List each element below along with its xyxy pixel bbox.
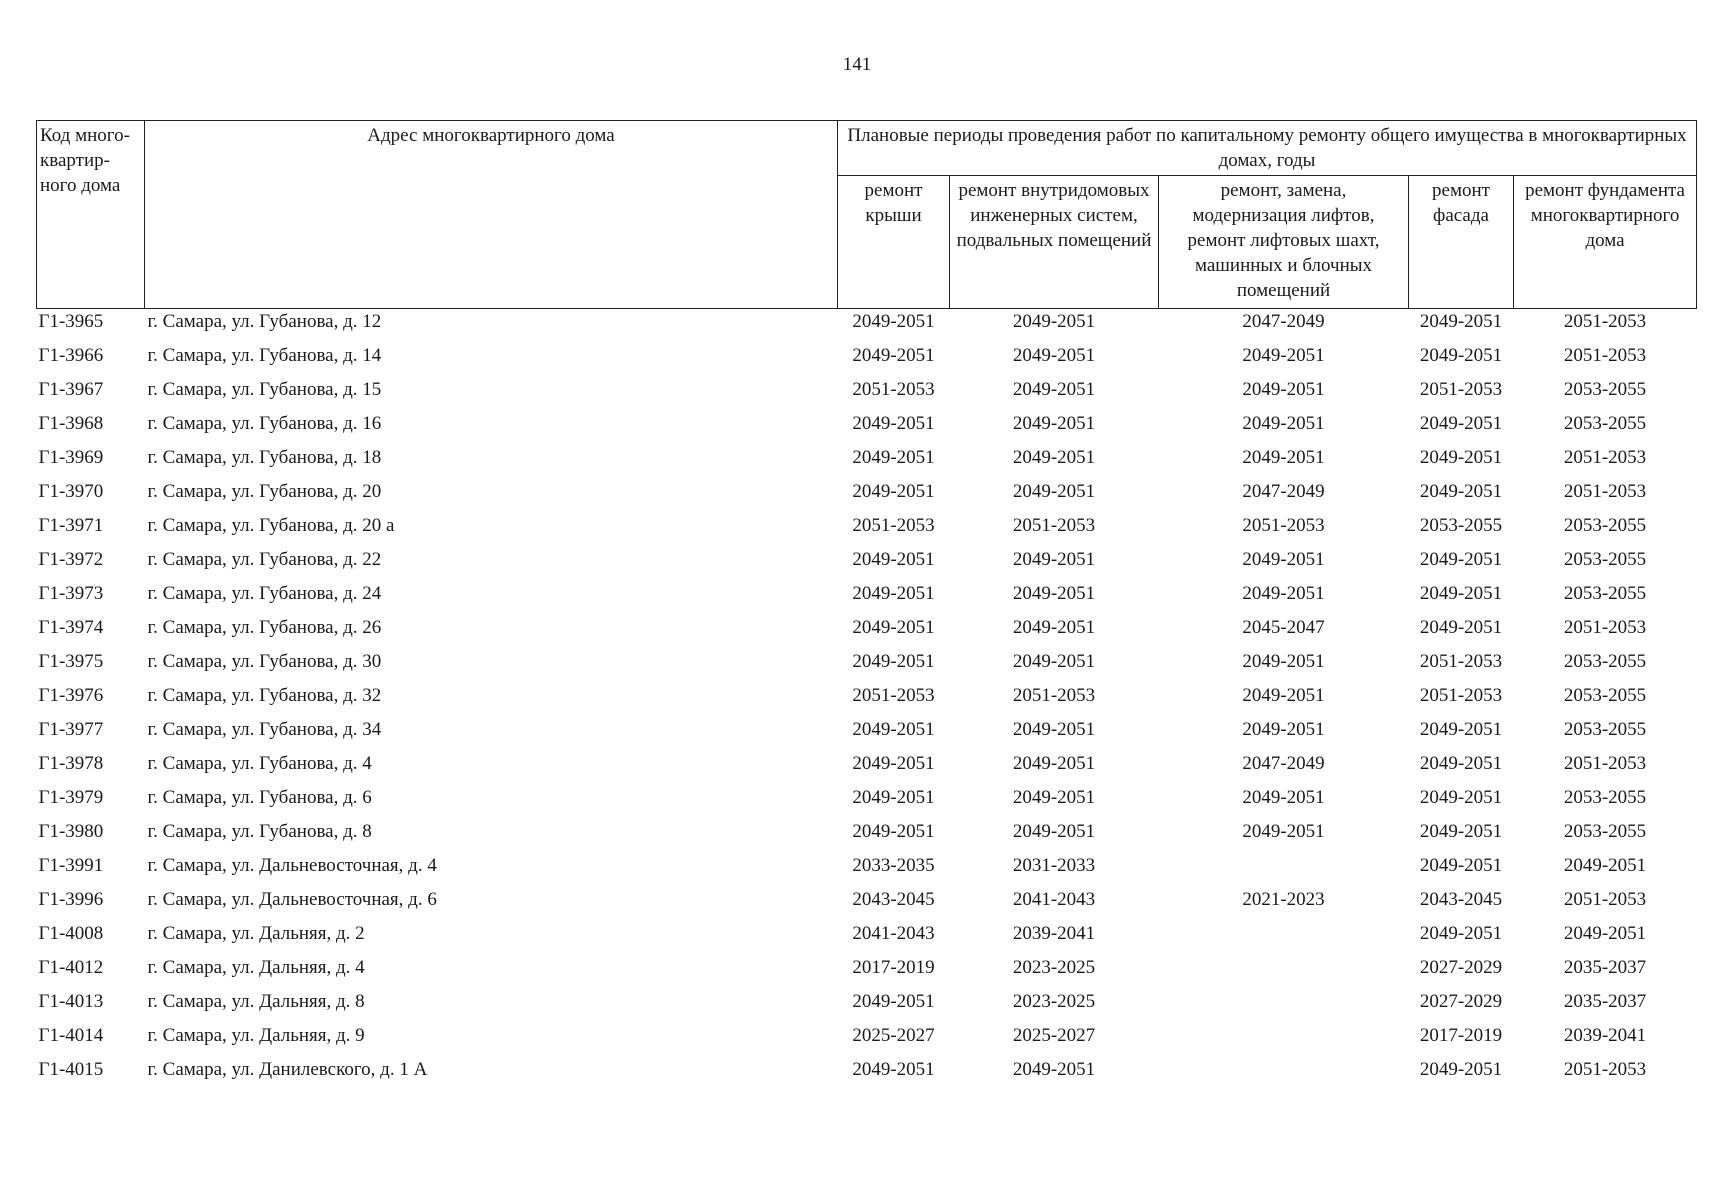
row-roof-period: 2049-2051: [852, 1059, 935, 1080]
row-engineering-period: 2049-2051: [1012, 821, 1096, 842]
row-code: Г1-4013: [38, 991, 104, 1012]
row-code: Г1-4008: [38, 923, 104, 944]
row-lifts-period: [1159, 853, 1409, 887]
row-facade-period: 2027-2029: [1419, 957, 1503, 978]
row-engineering-period: 2025-2027: [1012, 1025, 1096, 1046]
row-code: Г1-4015: [38, 1059, 104, 1080]
row-code: Г1-3991: [38, 855, 104, 876]
row-address: г. Самара, ул. Данилевского, д. 1 А: [147, 1059, 428, 1080]
row-roof-period: 2017-2019: [852, 957, 935, 978]
row-address: г. Самара, ул. Дальняя, д. 9: [147, 1025, 365, 1046]
row-roof-period: 2033-2035: [852, 855, 935, 876]
row-lifts-period: 2049-2051: [1242, 549, 1325, 570]
row-lifts-period: 2049-2051: [1242, 719, 1325, 740]
capital-repair-schedule-table: [36, 120, 1697, 1091]
header-facade: ремонт фасада: [1409, 176, 1514, 309]
row-lifts-period: 2045-2047: [1242, 617, 1325, 638]
row-roof-period: 2051-2053: [852, 379, 935, 400]
row-lifts-period: [1159, 1057, 1409, 1091]
row-code: Г1-3971: [38, 515, 104, 536]
row-address: г. Самара, ул. Дальняя, д. 4: [147, 957, 365, 978]
table-row: [37, 717, 1697, 751]
row-foundation-period: 2039-2041: [1563, 1025, 1647, 1046]
row-foundation-period: 2053-2055: [1563, 787, 1647, 808]
row-code: Г1-3974: [38, 617, 104, 638]
table-row: [37, 853, 1697, 887]
header-roof: ремонт крыши: [838, 176, 950, 309]
row-code: Г1-3980: [38, 821, 104, 842]
table-row: [37, 1023, 1697, 1057]
row-facade-period: 2049-2051: [1419, 481, 1503, 502]
row-foundation-period: 2035-2037: [1563, 991, 1647, 1012]
row-foundation-period: 2053-2055: [1563, 379, 1647, 400]
row-foundation-period: 2051-2053: [1563, 447, 1647, 468]
row-engineering-period: 2049-2051: [1012, 617, 1096, 638]
row-address: г. Самара, ул. Губанова, д. 12: [147, 311, 382, 332]
table-row: [37, 513, 1697, 547]
row-engineering-period: 2031-2033: [1012, 855, 1096, 876]
table-row: [37, 989, 1697, 1023]
row-lifts-period: 2051-2053: [1242, 515, 1325, 536]
row-engineering-period: 2049-2051: [1012, 481, 1096, 502]
row-facade-period: 2051-2053: [1419, 651, 1503, 672]
row-code: Г1-3979: [38, 787, 104, 808]
table-row: [37, 683, 1697, 717]
row-roof-period: 2051-2053: [852, 685, 935, 706]
row-roof-period: 2049-2051: [852, 549, 935, 570]
row-facade-period: 2049-2051: [1419, 447, 1503, 468]
row-foundation-period: 2051-2053: [1563, 889, 1647, 910]
table-row: [37, 445, 1697, 479]
row-engineering-period: 2051-2053: [1012, 515, 1096, 536]
row-roof-period: 2049-2051: [852, 821, 935, 842]
row-roof-period: 2049-2051: [852, 311, 935, 332]
row-engineering-period: 2049-2051: [1012, 651, 1096, 672]
row-code: Г1-3976: [38, 685, 104, 706]
row-foundation-period: 2053-2055: [1563, 685, 1647, 706]
row-foundation-period: 2049-2051: [1563, 855, 1647, 876]
row-roof-period: 2051-2053: [852, 515, 935, 536]
row-facade-period: 2049-2051: [1419, 345, 1503, 366]
row-lifts-period: 2049-2051: [1242, 583, 1325, 604]
table-row: [37, 955, 1697, 989]
row-address: г. Самара, ул. Губанова, д. 14: [147, 345, 382, 366]
row-address: г. Самара, ул. Дальневосточная, д. 4: [147, 855, 437, 876]
row-lifts-period: 2021-2023: [1242, 889, 1325, 910]
row-lifts-period: 2047-2049: [1242, 311, 1325, 332]
row-address: г. Самара, ул. Губанова, д. 4: [147, 753, 372, 774]
row-engineering-period: 2049-2051: [1012, 549, 1096, 570]
row-code: Г1-3965: [38, 311, 104, 332]
row-facade-period: 2049-2051: [1419, 719, 1503, 740]
row-address: г. Самара, ул. Губанова, д. 16: [147, 413, 382, 434]
row-roof-period: 2049-2051: [852, 481, 935, 502]
row-engineering-period: 2023-2025: [1012, 957, 1096, 978]
table-row: [37, 479, 1697, 513]
table-row: [37, 649, 1697, 683]
row-facade-period: 2049-2051: [1419, 413, 1503, 434]
row-foundation-period: 2053-2055: [1563, 583, 1647, 604]
row-facade-period: 2049-2051: [1419, 549, 1503, 570]
row-roof-period: 2049-2051: [852, 583, 935, 604]
row-roof-period: 2049-2051: [852, 345, 935, 366]
row-code: Г1-3968: [38, 413, 104, 434]
row-foundation-period: 2051-2053: [1563, 617, 1647, 638]
table-row: [37, 819, 1697, 853]
table-row: [37, 887, 1697, 921]
row-lifts-period: 2047-2049: [1242, 481, 1325, 502]
row-facade-period: 2049-2051: [1419, 855, 1503, 876]
row-foundation-period: 2053-2055: [1563, 515, 1647, 536]
row-facade-period: 2049-2051: [1419, 311, 1503, 332]
row-facade-period: 2049-2051: [1419, 787, 1503, 808]
row-roof-period: 2049-2051: [852, 719, 935, 740]
table-row: [37, 1057, 1697, 1091]
row-facade-period: 2051-2053: [1419, 685, 1503, 706]
row-code: Г1-3973: [38, 583, 104, 604]
table-row: [37, 343, 1697, 377]
header-address: Адрес многоквартирного дома: [145, 121, 838, 309]
row-lifts-period: 2049-2051: [1242, 685, 1325, 706]
table-row: [37, 411, 1697, 445]
row-lifts-period: [1159, 989, 1409, 1023]
row-code: Г1-3967: [38, 379, 104, 400]
row-address: г. Самара, ул. Губанова, д. 6: [147, 787, 372, 808]
header-foundation: ремонт фундамента многоквартирного дома: [1514, 176, 1697, 309]
row-address: г. Самара, ул. Губанова, д. 34: [147, 719, 382, 740]
row-lifts-period: 2049-2051: [1242, 413, 1325, 434]
row-foundation-period: 2051-2053: [1563, 345, 1647, 366]
row-facade-period: 2049-2051: [1419, 753, 1503, 774]
row-foundation-period: 2053-2055: [1563, 719, 1647, 740]
row-foundation-period: 2051-2053: [1563, 311, 1647, 332]
row-facade-period: 2043-2045: [1419, 889, 1503, 910]
row-lifts-period: 2049-2051: [1242, 787, 1325, 808]
row-lifts-period: 2049-2051: [1242, 651, 1325, 672]
row-code: Г1-3978: [38, 753, 104, 774]
row-code: Г1-3977: [38, 719, 104, 740]
row-engineering-period: 2023-2025: [1012, 991, 1096, 1012]
row-code: Г1-4012: [38, 957, 104, 978]
row-foundation-period: 2053-2055: [1563, 549, 1647, 570]
row-facade-period: 2049-2051: [1419, 617, 1503, 638]
row-foundation-period: 2051-2053: [1563, 753, 1647, 774]
row-roof-period: 2049-2051: [852, 413, 935, 434]
header-lifts: ремонт, замена, модернизация лифтов, ремонт лифтовых шахт, машинных и блочных помещений: [1159, 176, 1409, 309]
row-roof-period: 2025-2027: [852, 1025, 935, 1046]
row-lifts-period: 2047-2049: [1242, 753, 1325, 774]
table-row: [37, 581, 1697, 615]
row-foundation-period: 2035-2037: [1563, 957, 1647, 978]
row-foundation-period: 2051-2053: [1563, 1059, 1647, 1080]
row-code: Г1-3969: [38, 447, 104, 468]
row-lifts-period: [1159, 921, 1409, 955]
row-code: Г1-3975: [38, 651, 104, 672]
row-foundation-period: 2053-2055: [1563, 651, 1647, 672]
row-facade-period: 2049-2051: [1419, 583, 1503, 604]
row-address: г. Самара, ул. Губанова, д. 26: [147, 617, 382, 638]
row-lifts-period: 2049-2051: [1242, 379, 1325, 400]
row-facade-period: 2049-2051: [1419, 923, 1503, 944]
row-foundation-period: 2049-2051: [1563, 923, 1647, 944]
table-header: [37, 121, 1697, 309]
row-foundation-period: 2053-2055: [1563, 413, 1647, 434]
table-row: [37, 751, 1697, 785]
row-lifts-period: [1159, 955, 1409, 989]
row-foundation-period: 2053-2055: [1563, 821, 1647, 842]
row-facade-period: 2017-2019: [1419, 1025, 1503, 1046]
table-row: [37, 377, 1697, 411]
row-address: г. Самара, ул. Дальневосточная, д. 6: [147, 889, 437, 910]
row-address: г. Самара, ул. Дальняя, д. 8: [147, 991, 365, 1012]
header-code: Код много-квартир-ного дома: [37, 121, 145, 309]
row-engineering-period: 2049-2051: [1012, 379, 1096, 400]
row-address: г. Самара, ул. Губанова, д. 24: [147, 583, 382, 604]
row-lifts-period: 2049-2051: [1242, 345, 1325, 366]
row-roof-period: 2043-2045: [852, 889, 935, 910]
row-address: г. Самара, ул. Губанова, д. 20 а: [147, 515, 395, 536]
row-address: г. Самара, ул. Губанова, д. 30: [147, 651, 382, 672]
table-row: [37, 309, 1697, 344]
row-code: Г1-3970: [38, 481, 104, 502]
row-address: г. Самара, ул. Губанова, д. 8: [147, 821, 372, 842]
table-row: [37, 615, 1697, 649]
row-address: г. Самара, ул. Губанова, д. 20: [147, 481, 382, 502]
row-code: Г1-4014: [38, 1025, 104, 1046]
row-engineering-period: 2049-2051: [1012, 1059, 1096, 1080]
row-engineering-period: 2049-2051: [1012, 787, 1096, 808]
row-engineering-period: 2041-2043: [1012, 889, 1096, 910]
row-engineering-period: 2049-2051: [1012, 447, 1096, 468]
row-facade-period: 2049-2051: [1419, 1059, 1503, 1080]
row-engineering-period: 2039-2041: [1012, 923, 1096, 944]
row-roof-period: 2049-2051: [852, 447, 935, 468]
row-foundation-period: 2051-2053: [1563, 481, 1647, 502]
row-address: г. Самара, ул. Дальняя, д. 2: [147, 923, 365, 944]
table-row: [37, 921, 1697, 955]
row-facade-period: 2051-2053: [1419, 379, 1503, 400]
row-engineering-period: 2049-2051: [1012, 345, 1096, 366]
table-row: [37, 547, 1697, 581]
table-row: [37, 785, 1697, 819]
row-roof-period: 2041-2043: [852, 923, 935, 944]
row-engineering-period: 2051-2053: [1012, 685, 1096, 706]
header-planned-periods: Плановые периоды проведения работ по капитальному ремонту общего имущества в многоквартирных домах, годы: [838, 121, 1697, 176]
row-lifts-period: 2049-2051: [1242, 447, 1325, 468]
row-roof-period: 2049-2051: [852, 991, 935, 1012]
table-body: [37, 309, 1697, 1092]
row-code: Г1-3996: [38, 889, 104, 910]
row-roof-period: 2049-2051: [852, 617, 935, 638]
row-facade-period: 2049-2051: [1419, 821, 1503, 842]
row-address: г. Самара, ул. Губанова, д. 15: [147, 379, 382, 400]
header-engineering: ремонт внутридомовых инженерных систем, подвальных помещений: [950, 176, 1159, 309]
row-lifts-period: 2049-2051: [1242, 821, 1325, 842]
row-engineering-period: 2049-2051: [1012, 413, 1096, 434]
row-engineering-period: 2049-2051: [1012, 583, 1096, 604]
row-address: г. Самара, ул. Губанова, д. 32: [147, 685, 382, 706]
row-code: Г1-3966: [38, 345, 104, 366]
row-roof-period: 2049-2051: [852, 651, 935, 672]
row-facade-period: 2053-2055: [1419, 515, 1503, 536]
row-engineering-period: 2049-2051: [1012, 311, 1096, 332]
page-number: 141: [842, 54, 872, 75]
row-code: Г1-3972: [38, 549, 104, 570]
row-roof-period: 2049-2051: [852, 787, 935, 808]
row-facade-period: 2027-2029: [1419, 991, 1503, 1012]
row-lifts-period: [1159, 1023, 1409, 1057]
row-address: г. Самара, ул. Губанова, д. 22: [147, 549, 382, 570]
row-engineering-period: 2049-2051: [1012, 753, 1096, 774]
row-roof-period: 2049-2051: [852, 753, 935, 774]
row-address: г. Самара, ул. Губанова, д. 18: [147, 447, 382, 468]
row-engineering-period: 2049-2051: [1012, 719, 1096, 740]
